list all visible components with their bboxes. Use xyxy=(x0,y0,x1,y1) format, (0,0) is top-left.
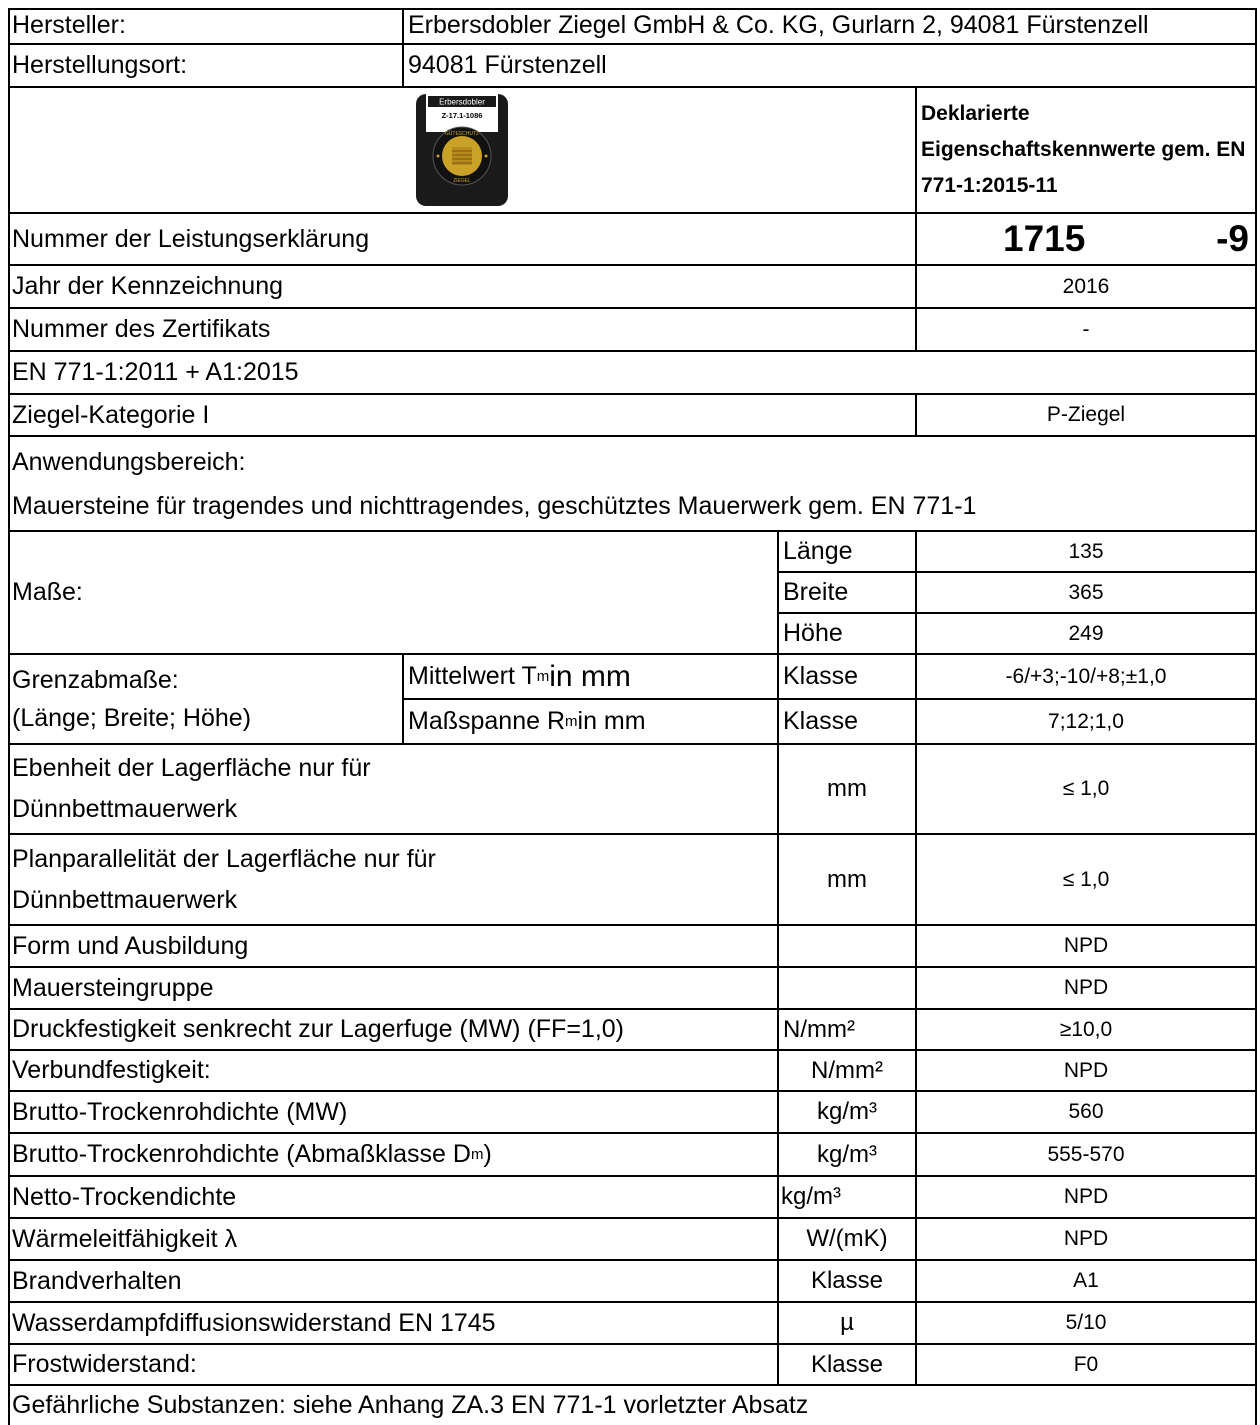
property-unit: Klasse xyxy=(779,1261,917,1303)
mean-class-unit: Klasse xyxy=(779,655,917,700)
flatness-value: ≤ 1,0 xyxy=(917,745,1257,835)
parallelism-value: ≤ 1,0 xyxy=(917,835,1257,926)
property-unit: µ xyxy=(779,1303,917,1345)
range-class-value: 7;12;1,0 xyxy=(917,700,1257,745)
width-value: 365 xyxy=(917,573,1257,614)
mean-class-value: -6/+3;-10/+8;±1,0 xyxy=(917,655,1257,700)
property-unit xyxy=(779,926,917,968)
property-label: Brutto-Trockenrohdichte (Abmaßklasse D m ) xyxy=(8,1134,779,1177)
property-label: Brandverhalten xyxy=(8,1261,779,1303)
property-value: F0 xyxy=(917,1345,1257,1386)
tolerances-label-line1: Grenzabmaße: xyxy=(12,666,179,694)
property-unit: N/mm² xyxy=(779,1051,917,1092)
height-label: Höhe xyxy=(779,614,917,655)
property-unit: kg/m³ xyxy=(779,1092,917,1134)
width-label: Breite xyxy=(779,573,917,614)
property-value: ≥10,0 xyxy=(917,1010,1257,1051)
property-value: A1 xyxy=(917,1261,1257,1303)
property-label: Form und Ausbildung xyxy=(8,926,779,968)
property-label: Frostwiderstand: xyxy=(8,1345,779,1386)
svg-text:ZIEGEL: ZIEGEL xyxy=(452,178,471,184)
property-unit: kg/m³ xyxy=(779,1177,917,1219)
svg-text:GÜTESCHUTZ: GÜTESCHUTZ xyxy=(444,131,479,137)
manufacturer-value: Erbersdobler Ziegel GmbH & Co. KG, Gurlarn 2, 94081 Fürstenzell xyxy=(404,8,1257,45)
property-value: NPD xyxy=(917,926,1257,968)
category-value: P-Ziegel xyxy=(917,395,1257,437)
place-value: 94081 Fürstenzell xyxy=(404,45,1257,88)
range-class-unit: Klasse xyxy=(779,700,917,745)
manufacturer-label: Hersteller: xyxy=(8,8,404,45)
property-label: Brutto-Trockenrohdichte (MW) xyxy=(8,1092,779,1134)
dimensions-label: Maße: xyxy=(8,532,779,655)
dop-suffix: -9 xyxy=(1216,218,1249,259)
property-value: NPD xyxy=(917,1219,1257,1261)
flatness-label: Ebenheit der Lagerfläche nur für Dünnbettmauerwerk xyxy=(8,745,779,835)
declared-properties-title: Deklarierte Eigenschaftskennwerte gem. EN 771-1:2015-11 xyxy=(917,88,1257,214)
length-label: Länge xyxy=(779,532,917,573)
property-label: Netto-Trockendichte xyxy=(8,1177,779,1219)
property-unit xyxy=(779,968,917,1010)
property-value: NPD xyxy=(917,1051,1257,1092)
property-unit: Klasse xyxy=(779,1345,917,1386)
flatness-unit: mm xyxy=(779,745,917,835)
property-unit: kg/m³ xyxy=(779,1134,917,1177)
property-label: Verbundfestigkeit: xyxy=(8,1051,779,1092)
property-label: Wasserdampfdiffusionswiderstand EN 1745 xyxy=(8,1303,779,1345)
property-value: 555-570 xyxy=(917,1134,1257,1177)
cert-value: - xyxy=(917,309,1257,352)
mean-value-label: Mittelwert T m in mm xyxy=(404,655,779,700)
height-value: 249 xyxy=(917,614,1257,655)
property-unit: W/(mK) xyxy=(779,1219,917,1261)
property-value: NPD xyxy=(917,968,1257,1010)
dop-value-cell xyxy=(917,214,1257,266)
property-label: Wärmeleitfähigkeit λ xyxy=(8,1219,779,1261)
property-label: Mauersteingruppe xyxy=(8,968,779,1010)
year-value: 2016 xyxy=(917,266,1257,309)
year-label: Jahr der Kennzeichnung xyxy=(8,266,917,309)
tolerances-label-line2: (Länge; Breite; Höhe) xyxy=(12,704,252,732)
parallelism-unit: mm xyxy=(779,835,917,926)
property-value: 5/10 xyxy=(917,1303,1257,1345)
logo-cell xyxy=(8,88,917,214)
property-label: Druckfestigkeit senkrecht zur Lagerfuge (MW) (FF=1,0) xyxy=(8,1010,779,1051)
property-unit: N/mm² xyxy=(779,1010,917,1051)
svg-text:Erbersdobler: Erbersdobler xyxy=(438,97,485,107)
tolerances-label xyxy=(8,655,404,745)
category-label: Ziegel-Kategorie I xyxy=(8,395,917,437)
property-value: 560 xyxy=(917,1092,1257,1134)
svg-text:Z-17.1-1086: Z-17.1-1086 xyxy=(441,111,482,120)
property-value: NPD xyxy=(917,1177,1257,1219)
cert-label: Nummer des Zertifikats xyxy=(8,309,917,352)
place-label: Herstellungsort: xyxy=(8,45,404,88)
standard-reference: EN 771-1:2011 + A1:2015 xyxy=(8,352,1257,395)
range-value-label: Maßspanne R m in mm xyxy=(404,700,779,745)
parallelism-label: Planparallelität der Lagerfläche nur für Dünnbettmauerwerk xyxy=(8,835,779,926)
length-value: 135 xyxy=(917,532,1257,573)
declaration-table xyxy=(8,8,1257,1425)
application-text: Mauersteine für tragendes und nichttragendes, geschütztes Mauerwerk gem. EN 771-1 xyxy=(12,491,977,520)
erbersdobler-logo xyxy=(416,94,508,206)
application-label: Anwendungsbereich: xyxy=(12,447,246,476)
dop-label: Nummer der Leistungserklärung xyxy=(8,214,917,266)
application-cell xyxy=(8,437,1257,532)
dop-number: 1715 xyxy=(1003,218,1086,259)
hazardous-substances-note: Gefährliche Substanzen: siehe Anhang ZA.3 EN 771-1 vorletzter Absatz xyxy=(8,1386,1257,1425)
